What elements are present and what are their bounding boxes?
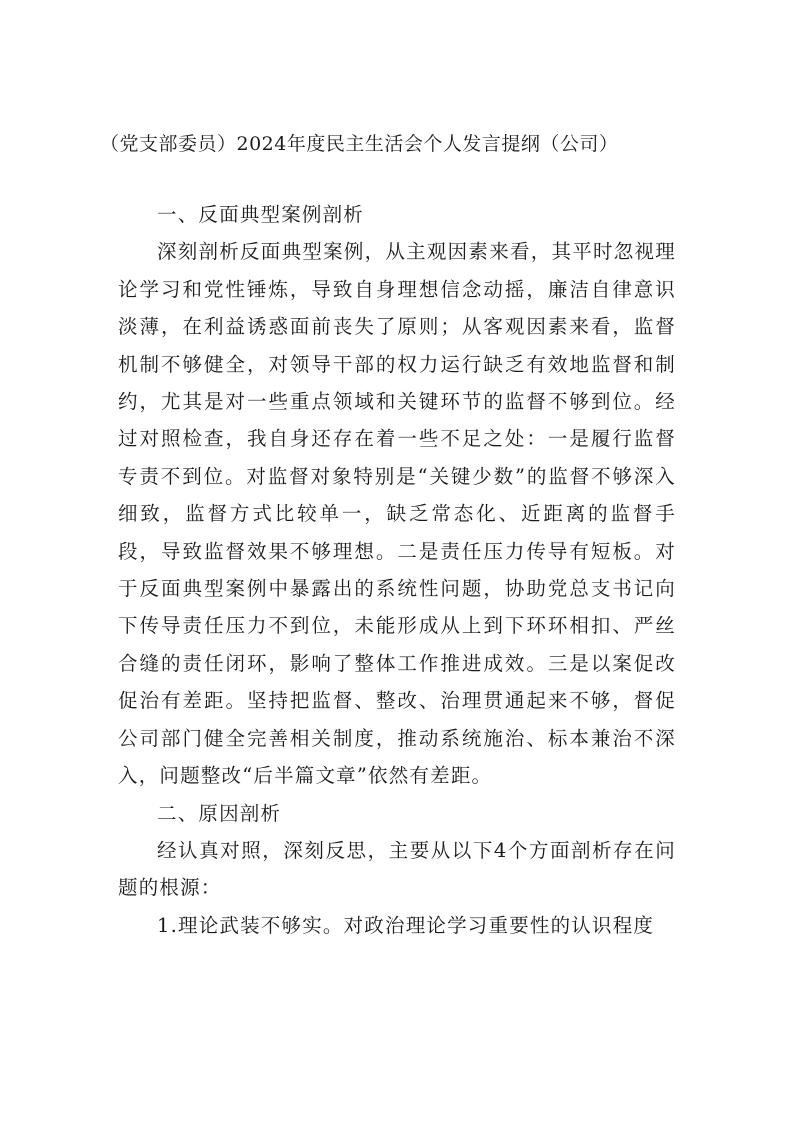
document-title: （党支部委员）2024年度民主生活会个人发言提纲（公司） [100, 133, 619, 155]
document-body [118, 196, 676, 944]
paragraph: 经认真对照，深刻反思，主要从以下4个方面剖析存在问题的根源： [118, 838, 676, 900]
section-heading-1: 一、反面典型案例剖析 [157, 203, 365, 226]
paragraph: 深刻剖析反面典型案例，从主观因素来看，其平时忽视理论学习和党性锤炼，导致自身理想信念动摇，廉洁自律意识淡薄，在利益诱惑面前丧失了原则；从客观因素来看，监督机制不够健全，对领导干部的权力运行缺乏有效地监督和制约，尤其是对一些重点领域和关键环节的监督不够到位。经过对照检查，我自身还存在着一些不足之处：一是履行监督专责不到位。对监督对象特别是“关键少数”的监督不够深入细致，监督方式比较单一，缺乏常态化、近距离的监督手段，导致监督效果不够理想。二是责任压力传导有短板。对于反面典型案例中暴露出的系统性问题，协助党总支书记向下传导责任压力不到位，未能形成从上到下环环相扣、严丝合缝的责任闭环，影响了整体工作推进成效。三是以案促改促治有差距。坚持把监督、整改、治理贯通起来不够，督促公司部门健全完善相关制度，推动系统施治、标本兼治不深入，问题整改“后半篇文章”依然有差距。 [118, 240, 676, 788]
section-heading-2: 二、原因剖析 [157, 801, 282, 825]
paragraph: 1.理论武装不够实。对政治理论学习重要性的认识程度 [157, 913, 655, 937]
